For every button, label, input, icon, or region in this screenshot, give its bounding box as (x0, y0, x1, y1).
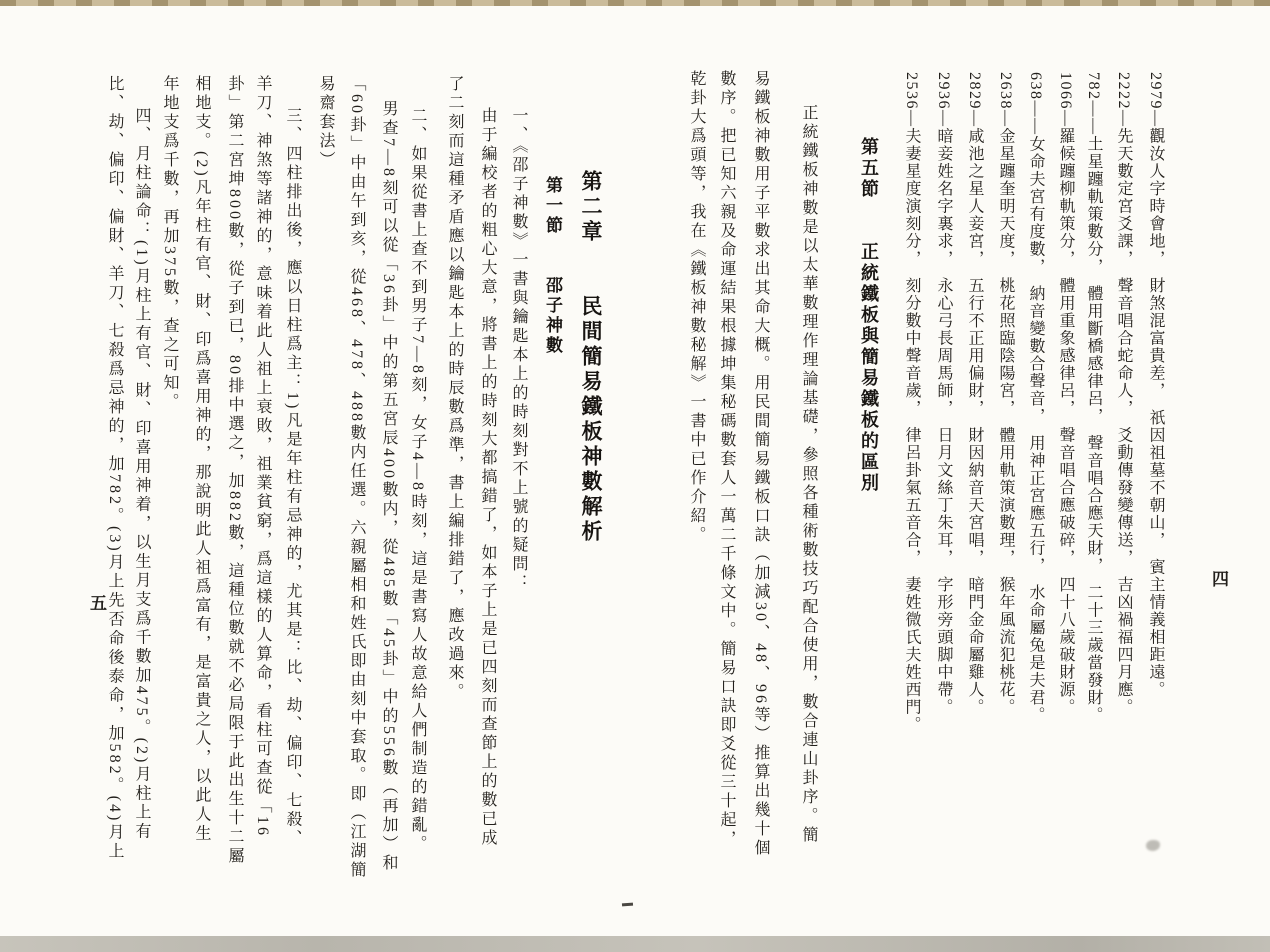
body-column: 年地支爲千數，再加375數，查之可知。 (161, 75, 178, 412)
body-column: 羊刀、神煞等諸神的，意味着此人祖上衰敗，祖業貧窮，爲這樣的人算命，看柱可查從「16 (254, 75, 271, 838)
verse-column: 782——土星躔軌策數分， 體用斷橋感律呂， 聲音唱合應天財， 二十三歲當發財。 (1085, 72, 1102, 724)
body-column: 二、如果從書上查不到男子7—8刻，女子4—8時刻，這是書寫人故意給人們制造的錯亂。 (409, 107, 426, 854)
body-column: 卦」第二宮坤800數，從子到已，80排中選之，加882數，這種位數就不必局限于此出生十二屬 (226, 75, 243, 866)
body-column: 男查7—8刻可以從「36卦」中的第五宮辰400數内，從485數「45卦」中的556數（再加）和 (380, 100, 397, 873)
scan-artifact (1146, 840, 1160, 851)
section-text-column: 乾卦大爲頭等，我在《鐵板神數秘解》一書中已作介紹。 (688, 70, 705, 545)
section-heading: 第五節 正統鐵板與簡易鐵板的區別 (859, 137, 879, 494)
body-column: 比、劫、偏印、偏財、羊刀、七殺爲忌神的，加782。(3)月上先否命後泰命，加582。(4)月上 (106, 75, 123, 862)
section-text-column: 數序。把已知六親及命運結果根據坤集秘碼數套人一萬二千條文中。簡易口訣即爻從三十起， (718, 70, 735, 849)
body-column: 一、《邵子神數》一書與鑰匙本上的時刻對不上號的疑問： (510, 107, 527, 593)
scan-edge-bottom (0, 936, 1270, 952)
body-column: 了二刻而這種矛盾應以鑰匙本上的時辰數爲準，書上編排錯了，應改過來。 (446, 75, 463, 702)
scan-edge-top (0, 0, 1270, 6)
verse-column: 2979—觀汝人字時會地， 財煞混富貴差， 祇因祖墓不朝山， 賓主情義相距遠。 (1147, 72, 1164, 699)
page-number-left: 五 (87, 594, 106, 611)
chapter-title: 第二章 民間簡易鐵板神數解析 (579, 170, 603, 545)
body-column: 四、月柱論命：(1)月柱上有官、財、印喜用神着，以生月支爲千數加475。(2)月柱上有 (133, 107, 150, 842)
verse-column: 1066—羅候躔柳軌策分， 體用重象感律呂， 聲音唱合應破碎， 四十八歲破財源。 (1057, 72, 1074, 716)
verse-column: 2222—先天數定宮爻課， 聲音唱合蛇命人， 爻動傳發變傳送， 吉凶禍福四月應。 (1115, 72, 1132, 716)
section-text-column: 正統鐵板神數是以太華數理作理論基礎，參照各種術數技巧配合使用，數合連山卦序。簡 (800, 104, 817, 845)
verse-column: 2829—咸池之星人妾宮， 五行不正用偏財， 財因納音天宮唱， 暗門金命屬雞人。 (966, 72, 983, 716)
scan-artifact (622, 903, 633, 907)
verse-column: 2638—金星躔奎明天度， 桃花照臨陰陽宮， 體用軌策演數理， 猴年風流犯桃花。 (997, 72, 1014, 716)
section-title: 第一節 邵子神數 (543, 176, 562, 356)
page-number-right: 四 (1209, 570, 1228, 587)
section-text-column: 易鐵板神數用子平數求出其命大概。用民間簡易鐵板口訣（加減30、48、96等）推算出幾十個 (752, 70, 769, 858)
body-column: 三、四柱排出後，應以日柱爲主：1)凡是年柱有忌神的，尤其是：比、劫、偏印、七殺、 (284, 107, 301, 849)
body-column: 由于編校者的粗心大意，將書上的時刻大都搞錯了，如本子上是已四刻而查節上的數已成 (479, 107, 496, 848)
body-column: 易齋套法） (317, 75, 334, 170)
verse-column: 638——女命夫宮有度數， 納音變數合聲音， 用神正宮應五行， 水命屬兔是夫君。 (1027, 72, 1044, 724)
verse-column: 2536—夫妻星度演刻分， 刻分數中聲音歲， 律呂卦氣五音合， 妻姓微氏夫姓西門。 (903, 72, 920, 734)
body-column: 相地支。(2)凡年柱有官、財、印爲喜用神的，那說明此人祖爲富有，是富貴之人，以此人生 (193, 75, 210, 844)
body-column: 「60卦」中由午到亥，從468、478、488數内任選。六親屬相和姓氏即由刻中套取。即（江湖簡 (348, 75, 365, 880)
verse-column: 2936—暗妾姓名字裏求， 永心弓長周馬師， 日月文絲丁朱耳， 字形旁頭脚中帶。 (935, 72, 952, 716)
